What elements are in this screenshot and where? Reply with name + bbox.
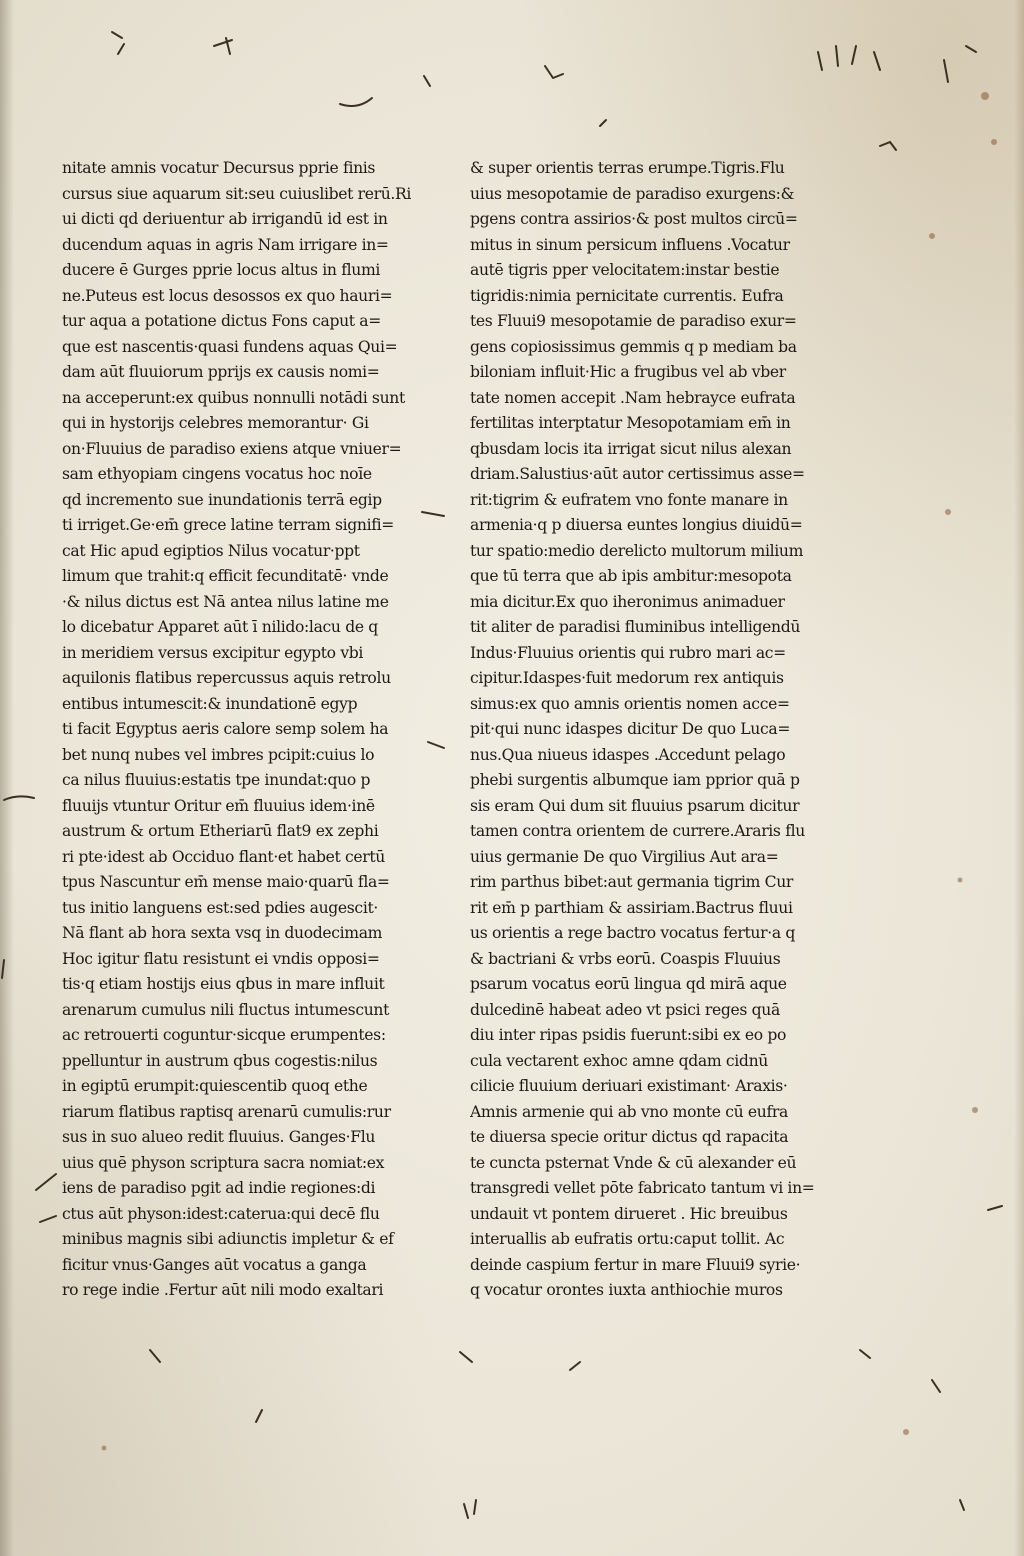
text-line: uius germanie De quo Virgilius Aut ara= [470,847,779,866]
text-line: fluuijs vtuntur Oritur em̄ fluuius idem·inē [62,796,375,815]
text-line: nus.Qua niueus idaspes .Accedunt pelago [470,745,786,764]
text-line: qd incremento sue inundationis terrā egip [62,490,382,509]
text-line: tur spatio:medio derelicto multorum milium [470,541,804,560]
text-line: cilicie fluuium deriuari existimant· Araxis· [470,1077,788,1095]
text-line: autē tigris pper velocitatem:instar bestie [470,261,780,279]
text-line: pit·qui nunc idaspes dicitur De quo Luca= [470,720,791,738]
text-line: rim parthus bibet:aut germania tigrim Cur [470,873,794,891]
text-line: qbusdam locis ita irrigat sicut nilus alexan [470,439,792,458]
text-line: Amnis armenie qui ab vno monte cū eufra [470,1102,788,1121]
text-line: tigridis:nimia pernicitate currentis. Eufra [470,286,784,305]
text-line: minibus magnis sibi adiunctis impletur & ef [62,1230,394,1248]
text-line: ri pte·idest ab Occiduo flant·et habet certū [62,847,385,866]
text-line: ui dicti qd deriuentur ab irrigandū id est in [62,210,388,228]
text-line: tis·q etiam hostijs eius qbus in mare influit [62,975,385,993]
text-line: in meridiem versus excipitur egypto vbi [62,643,364,662]
text-line: fertilitas interptatur Mesopotamiam em̄ in [470,414,791,432]
text-line: ca nilus fluuius:estatis tpe inundat:quo p [62,771,371,789]
binding-shadow [0,0,14,1556]
text-line: in egiptū erumpit:quiescentib quoq ethe [62,1077,368,1095]
text-line: que tū terra que ab ipis ambitur:mesopota [470,567,792,585]
text-line: arenarum cumulus nili fluctus intumescunt [62,1000,390,1019]
text-line: te diuersa specie oritur dictus qd rapacita [470,1128,789,1146]
text-line: transgredi vellet pōte fabricato tantum vi in= [470,1179,815,1197]
text-line: sam ethyopiam cingens vocatus hoc noīe [62,465,372,483]
text-line: lo dicebatur Apparet aūt ī nilido:lacu de q [62,618,378,636]
text-line: biloniam influit·Hic a frugibus vel ab vber [470,363,786,381]
text-line: sis eram Qui dum sit fluuius psarum dicitur [470,796,800,815]
text-line: mia dicitur.Ex quo iheronimus animaduer [470,592,785,611]
text-line: te cuncta psternat Vnde & cū alexander eū [470,1153,797,1172]
text-line: Indus·Fluuius orientis qui rubro mari ac= [470,643,786,662]
text-line: simus:ex quo amnis orientis nomen acce= [470,694,790,713]
text-line: cursus siue aquarum sit:seu cuiuslibet rerū.Ri [62,184,412,203]
text-line: tes Fluui9 mesopotamie de paradiso exur= [470,312,797,330]
text-line: ducendum aquas in agris Nam irrigare in= [62,235,389,254]
text-line: tur aqua a potatione dictus Fons caput a= [62,312,381,330]
text-line: ne.Puteus est locus desossos ex quo hauri= [62,286,393,305]
text-line: & bactriani & vrbs eorū. Coaspis Fluuius [470,949,781,968]
text-line: ficitur vnus·Ganges aūt vocatus a ganga [62,1255,367,1274]
text-line: mitus in sinum persicum influens .Vocatur [470,235,790,254]
text-line: tamen contra orientem de currere.Araris flu [470,822,805,840]
text-line: austrum & ortum Etheriarū flat9 ex zephi [62,822,379,840]
text-line: na acceperunt:ex quibus nonnulli notādi sunt [62,388,405,407]
text-line: ducere ē Gurges pprie locus altus in flumi [62,261,381,279]
text-line: ti irriget.Ge·em̄ grece latine terram signifi= [62,516,395,534]
text-line: driam.Salustius·aūt autor certissimus asse= [470,465,805,483]
text-line: tate nomen accepit .Nam hebrayce eufrata [470,388,796,407]
text-line: iens de paradiso pgit ad indie regiones:di [62,1179,376,1197]
text-line: armenia·q p diuersa euntes longius diuidū= [470,516,803,534]
text-line: sus in suo alueo redit fluuius. Ganges·Flu [62,1128,376,1146]
text-line: ac retrouerti coguntur·sicque erumpentes: [62,1026,386,1044]
text-line: cipitur.Idaspes·fuit medorum rex antiquis [470,669,784,687]
text-line: nitate amnis vocatur Decursus pprie finis [62,159,376,177]
text-line: cula vectarent exhoc amne qdam cidnū [470,1051,768,1070]
text-line: dulcedinē habeat adeo vt psici reges quā [470,1000,780,1019]
text-line: gens copiosissimus gemmis q p mediam ba [470,337,797,356]
text-line: ppelluntur in austrum qbus cogestis:nilus [62,1051,378,1070]
text-line: ctus aūt physon:idest:caterua:qui decē flu [62,1204,380,1223]
text-line: dam aūt fluuiorum pprijs ex causis nomi= [62,363,380,381]
text-line: ·& nilus dictus est Nā antea nilus latine me [62,592,389,611]
text-line: ti facit Egyptus aeris calore semp solem ha [62,720,389,738]
text-line: uius quē physon scriptura sacra nomiat:ex [62,1153,385,1172]
text-line: rit:tigrim & eufratem vno fonte manare in [470,490,788,509]
text-line: undauit vt pontem dirueret . Hic breuibus [470,1204,788,1223]
text-line: Nā flant ab hora sexta vsq in duodecimam [62,924,383,942]
text-line: que est nascentis·quasi fundens aquas Qui= [62,337,398,356]
text-line: diu inter ripas psidis fuerunt:sibi ex eo po [470,1026,787,1044]
text-line: tit aliter de paradisi fluminibus intelligendū [470,618,801,636]
text-line: riarum flatibus raptisq arenarū cumulis:rur [62,1102,391,1121]
text-line: uius mesopotamie de paradiso exurgens:& [470,184,795,203]
text-line: aquilonis flatibus repercussus aquis retrolu [62,669,391,687]
text-line: rit em̄ p parthiam & assiriam.Bactrus fluui [470,898,793,917]
text-line: on·Fluuius de paradiso exiens atque vniuer= [62,439,402,458]
text-line: Hoc igitur flatu resistunt ei vndis opposi= [62,949,380,968]
text-line: entibus intumescit:& inundationē egyp [62,694,358,713]
text-line: phebi surgentis albumque iam pprior quā p [470,771,800,789]
text-line: qui in hystorijs celebres memorantur· Gi [62,414,369,432]
text-line: limum que trahit:q efficit fecunditatē· vnde [62,567,389,585]
text-line: interuallis ab eufratis ortu:caput tollit. Ac [470,1230,785,1248]
text-line: us orientis a rege bactro vocatus fertur·a q [470,924,796,942]
text-line: psarum vocatus eorū lingua qd mirā aque [470,975,787,993]
text-line: bet nunq nubes vel imbres pcipit:cuius lo [62,745,375,764]
right-text-column [470,156,832,1304]
text-line: & super orientis terras erumpe.Tigris.Flu [470,159,785,177]
page-edge [1014,0,1024,1556]
text-line: tpus Nascuntur em̄ mense maio·quarū fla= [62,873,390,891]
left-text-column [62,156,432,1304]
text-line: q vocatur orontes iuxta anthiochie muros [470,1281,783,1299]
text-line: deinde caspium fertur in mare Fluui9 syrie· [470,1255,801,1274]
text-line: cat Hic apud egiptios Nilus vocatur·ppt [62,541,360,560]
text-line: ro rege indie .Fertur aūt nili modo exaltari [62,1281,384,1299]
text-line: tus initio languens est:sed pdies augescit· [62,898,378,917]
text-line: pgens contra assirios·& post multos circū= [470,210,798,228]
